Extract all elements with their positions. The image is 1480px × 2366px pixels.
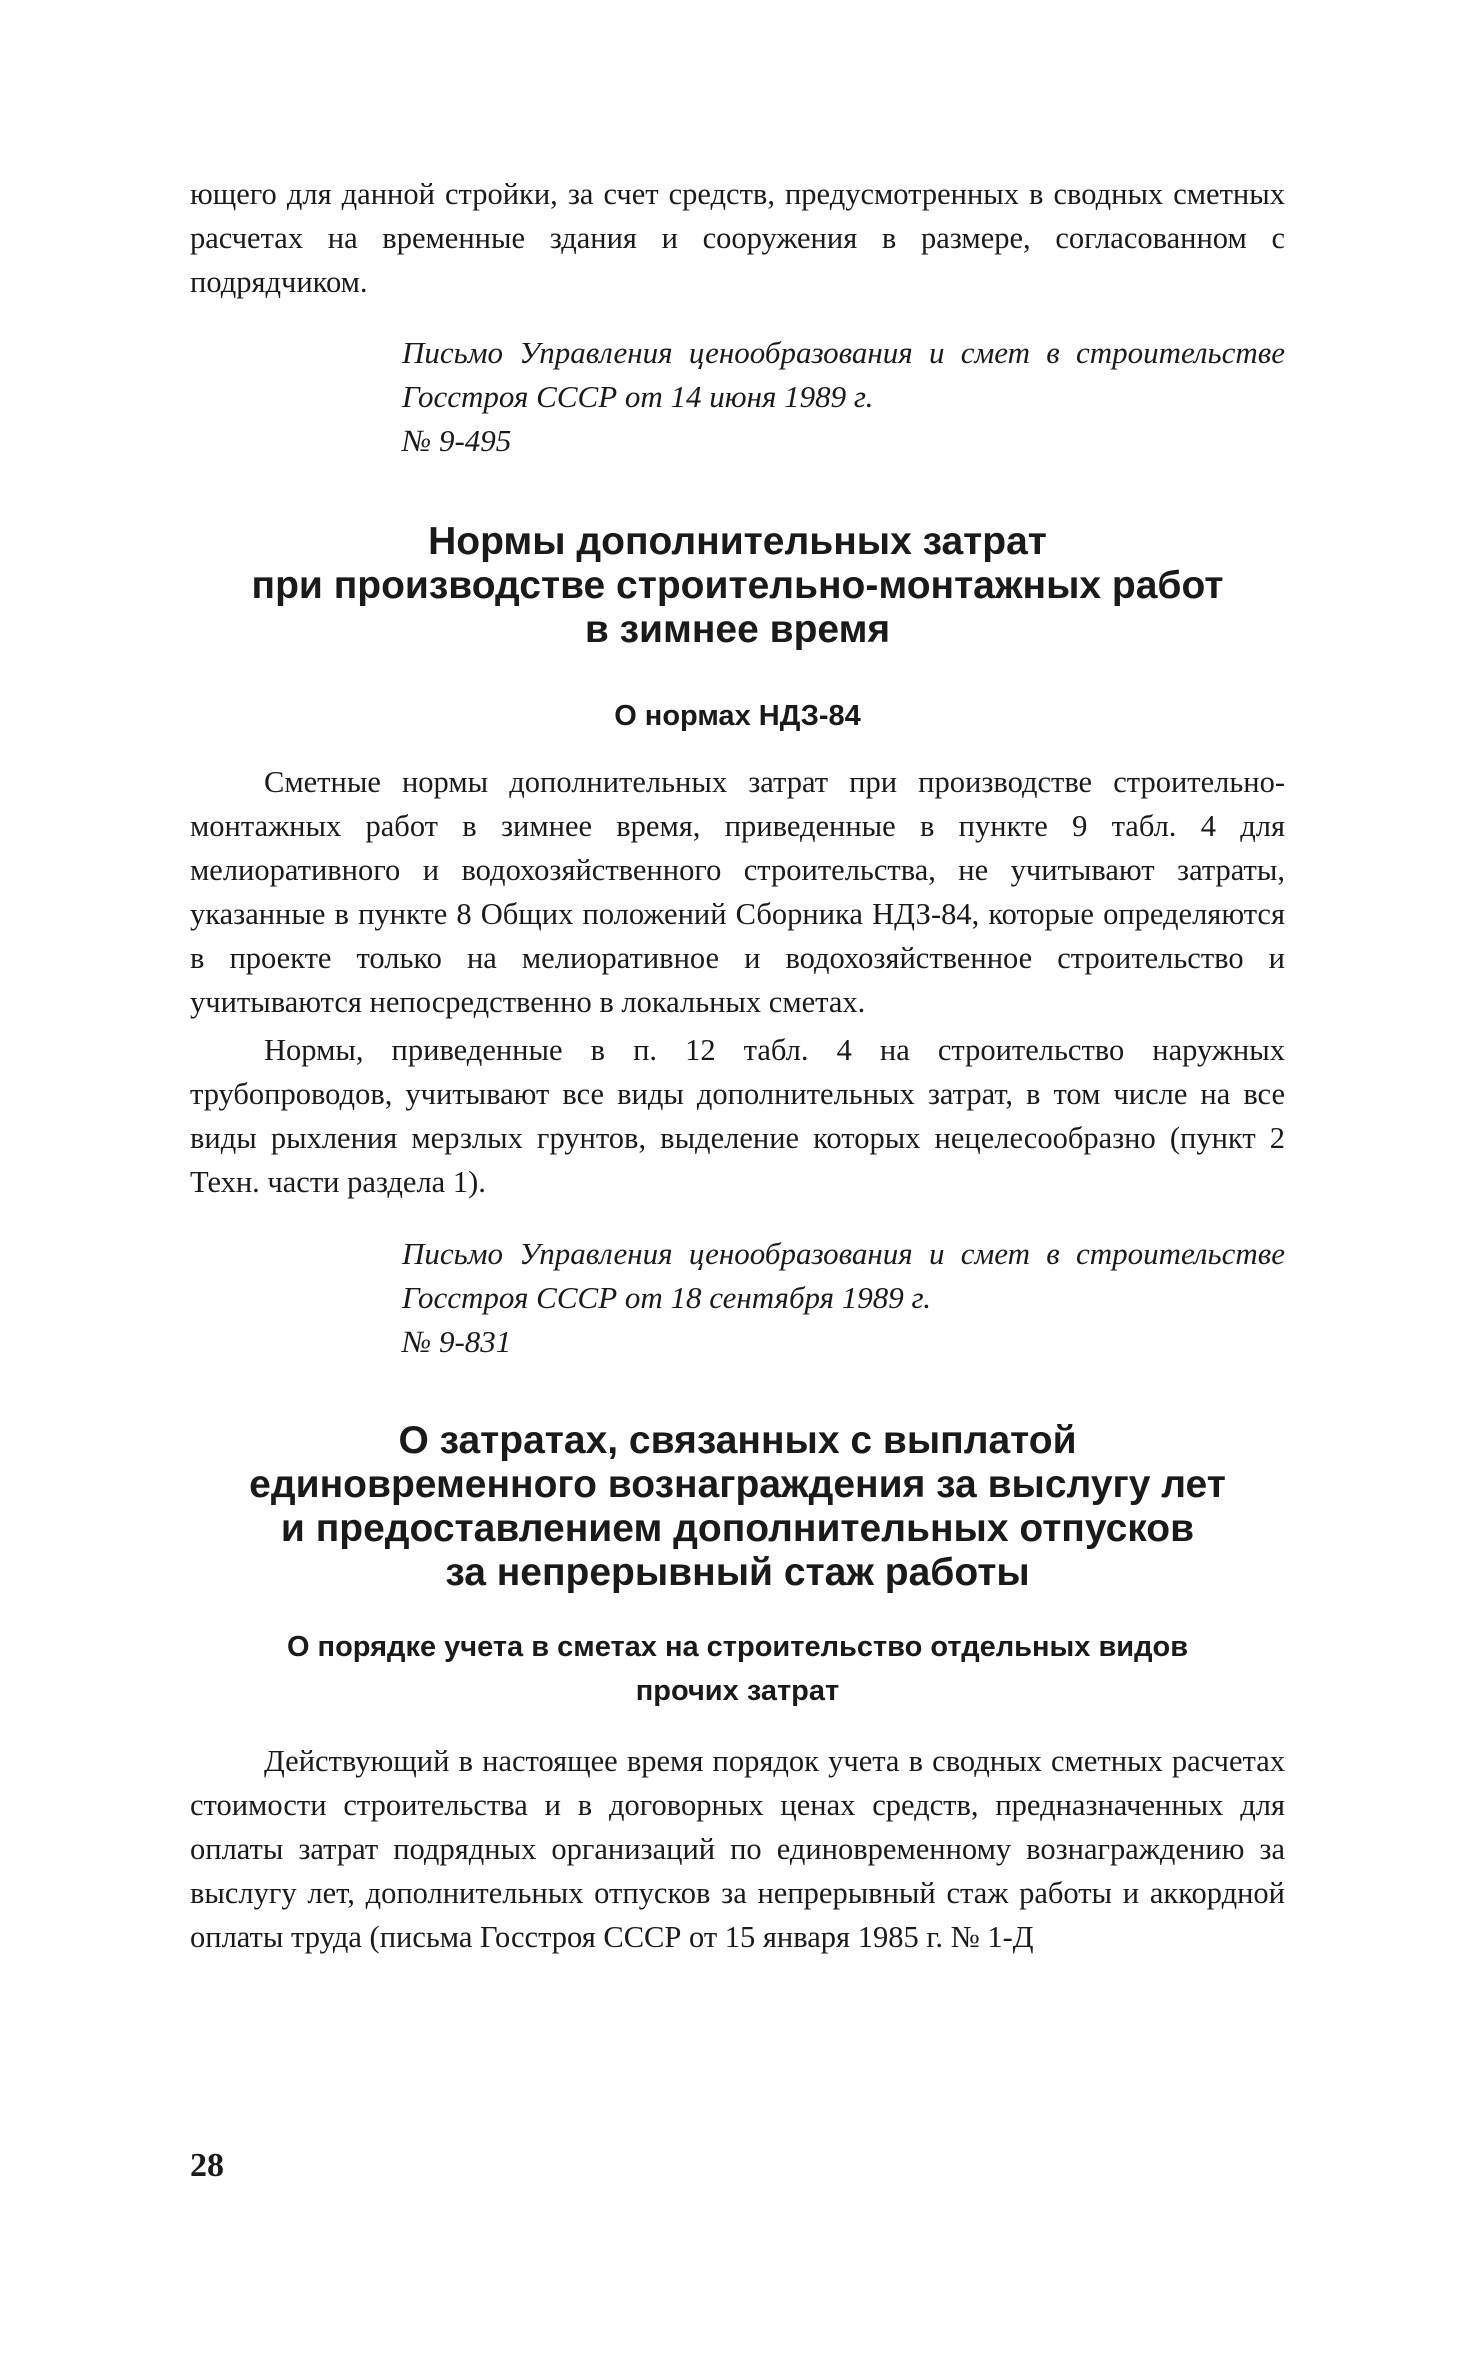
intro-paragraph: ющего для данной стройки, за счет средств, предусмотренных в сводных сметных расчетах на временные здания и сооружения в размере, согласованном с подрядчиком.: [190, 177, 1285, 299]
section-2-heading: [190, 1419, 1285, 1595]
citation-2-number: № 9-831: [402, 1324, 512, 1359]
section-2-heading-line: единовременного вознаграждения за выслугу лет: [249, 1463, 1226, 1506]
section-2-heading-line: О затратах, связанных с выплатой: [398, 1419, 1077, 1462]
section-2-subheading-line: О порядке учета в сметах на строительство отдельных видов: [286, 1631, 1189, 1663]
section-2-subheading-line: прочих затрат: [635, 1675, 840, 1707]
citation-1-text: Письмо Управления ценообразования и смет в строительстве Госстроя СССР от 14 июня 1989 г.: [402, 335, 1285, 414]
section-1-heading-line: при производстве строительно-монтажных работ: [251, 564, 1224, 607]
page-number: 28: [190, 2147, 224, 2184]
section-2-paragraph: Действующий в настоящее время порядок учета в сводных сметных расчетах стоимости строительства и в договорных ценах средств, предназначенных для оплаты затрат подрядных организаций по единовременному вознаграждению за выслугу лет, дополнительных отпусков за непрерывный стаж работы и аккордной оплаты труда (письма Госстроя СССР от 15 января 1985 г. № 1-Д: [190, 1744, 1285, 1954]
section-2-heading-line: за непрерывный стаж работы: [445, 1551, 1030, 1594]
citation-2: [402, 1232, 1285, 1364]
citation-1: [402, 331, 1285, 463]
section-1-subheading: О нормах НДЗ-84: [614, 700, 861, 732]
section-1-heading: [190, 520, 1285, 652]
citation-1-number: № 9-495: [402, 423, 512, 458]
section-2-subheading: [190, 1625, 1285, 1713]
citation-2-text: Письмо Управления ценообразования и смет в строительстве Госстроя СССР от 18 сентября 1989 г.: [402, 1236, 1285, 1315]
section-1-heading-line: Нормы дополнительных затрат: [428, 520, 1047, 563]
section-2-heading-line: и предоставлением дополнительных отпусков: [280, 1507, 1195, 1550]
section-1-paragraph: Нормы, приведенные в п. 12 табл. 4 на строительство наружных трубопроводов, учитывают все виды дополнительных затрат, в том числе на все виды рыхления мерзлых грунтов, выделение которых нецелесообразно (пункт 2 Техн. части раздела 1).: [190, 1033, 1285, 1199]
section-1-heading-line: в зимнее время: [584, 608, 891, 651]
page-content: [190, 172, 1285, 1959]
section-1-paragraph: Сметные нормы дополнительных затрат при производстве строительно-монтажных работ в зимнее время, приведенные в пункте 9 табл. 4 для мелиоративного и водохозяйственного строительства, не учитывают затраты, указанные в пункте 8 Общих положений Сборника НДЗ-84, которые определяются в проекте только на мелиоративное и водохозяйственное строительство и учитываются непосредственно в локальных сметах.: [190, 765, 1285, 1019]
